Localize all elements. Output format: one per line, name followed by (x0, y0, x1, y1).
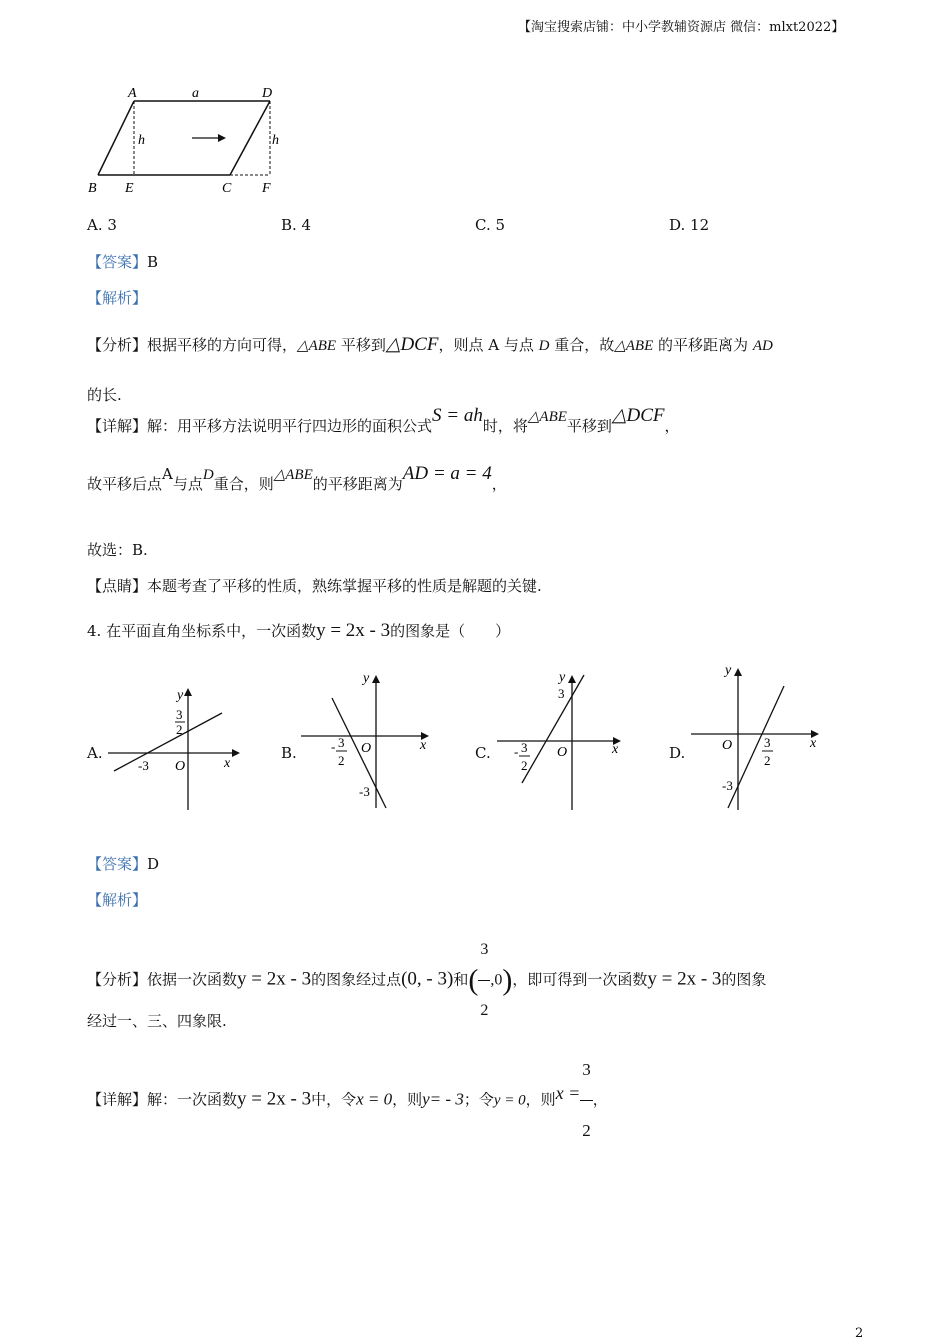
tick-x-num: 3 (521, 740, 528, 755)
label-D: D (262, 86, 273, 101)
label-E: E (125, 181, 134, 196)
xiangjie-tag: 【详解】 (87, 417, 148, 435)
math: AD = a = 4 (402, 463, 492, 484)
q3-guxuan: 故选：B. (87, 541, 148, 559)
parallelogram-figure (80, 80, 300, 200)
q3-xiangjie-line1 (87, 405, 680, 437)
graph-label-c: C. (475, 744, 491, 762)
header-text: 【淘宝搜索店铺：中小学教辅资源店 微信：mlxt2022】 (518, 20, 845, 35)
answer-tag: 【答案】 (87, 253, 148, 271)
option-a: A. 3 (87, 216, 117, 234)
option-b: B. 4 (281, 216, 312, 234)
paren-close: ) (502, 963, 513, 997)
math: y = 0 (493, 1092, 526, 1109)
graph-c (492, 665, 632, 813)
fraction (478, 920, 490, 1041)
origin-label: O (175, 759, 186, 774)
graph-d (686, 658, 836, 813)
paren-open: ( (468, 963, 479, 997)
label-B: B (88, 181, 97, 196)
text: ，则 (525, 1090, 556, 1109)
text: 的图象 (721, 970, 767, 989)
tick-x-sign: - (331, 739, 336, 754)
text: 根据平移的方向可得， (147, 336, 298, 354)
fraction (580, 1040, 593, 1161)
answer-tag: 【答案】 (87, 855, 148, 873)
option-d: D. 12 (669, 216, 710, 234)
label-C: C (222, 181, 232, 196)
xiangjie-tag: 【详解】 (87, 1090, 148, 1109)
text: 重合，则 (213, 475, 274, 493)
math: D (538, 338, 550, 354)
graph-b (296, 668, 446, 813)
label-a: a (192, 86, 199, 101)
numerator: 3 (580, 1040, 593, 1101)
tick-x-num: 3 (764, 735, 771, 750)
text: 的平移距离为 (312, 475, 403, 493)
label-F: F (262, 181, 271, 196)
denominator: 2 (582, 1121, 591, 1140)
text: 的图象是（ ） (390, 622, 511, 640)
text: 4. 在平面直角坐标系中，一次函数 (87, 622, 317, 640)
math: y = 2x - 3 (237, 968, 312, 990)
q4-fenxi-line2: 经过一、三、四象限. (87, 1012, 227, 1030)
math: ,0 (490, 971, 503, 989)
math: (0, - 3) (401, 968, 454, 990)
label-h-right: h (272, 133, 279, 148)
label-h-left: h (138, 133, 145, 148)
text: 时，将 (482, 417, 528, 435)
origin-label: O (722, 738, 733, 753)
tick-y: 3 (558, 686, 565, 701)
answer-value: D (147, 855, 160, 873)
text: ，则 (392, 1090, 423, 1109)
option-c: C. 5 (475, 216, 506, 234)
label-A: A (128, 86, 137, 101)
text: 故平移后点 (87, 475, 163, 493)
tick-x-den: 2 (764, 753, 771, 768)
text: ；令 (463, 1090, 494, 1109)
tick-x-den: 2 (521, 758, 528, 773)
q3-xiangjie-line2 (87, 463, 507, 495)
text: 和 (453, 970, 469, 989)
graph-a (100, 685, 250, 815)
text: 中，令 (311, 1090, 357, 1109)
origin-label: O (557, 745, 568, 760)
math: S = ah (432, 405, 483, 426)
text: 平移到 (336, 336, 386, 354)
y-axis-label: y (559, 670, 566, 685)
x-axis-label: x (810, 736, 817, 751)
q4-stem (87, 620, 510, 642)
math: △ABE (297, 338, 337, 354)
math: y = 2x - 3 (316, 620, 391, 641)
math: △DCF (611, 405, 665, 426)
q3-fenxi-line1 (87, 333, 773, 356)
fenxi-tag: 【分析】 (87, 970, 148, 989)
math: △ABE (527, 409, 567, 425)
q4-xiangjie-line (87, 1040, 608, 1161)
text: ，则点 A 与点 (438, 336, 539, 354)
text: ， (491, 475, 507, 493)
math: △ABE (273, 467, 313, 483)
math: △ABE (614, 338, 654, 354)
answer-value: B (147, 253, 159, 271)
origin-label: O (361, 741, 372, 756)
text: 重合，故 (549, 336, 615, 354)
tick-x-sign: - (514, 744, 519, 759)
math: y = 2x - 3 (647, 968, 722, 990)
numerator: 3 (478, 920, 490, 981)
x-axis-label: x (224, 756, 231, 771)
math: D (202, 467, 214, 483)
tick-y: -3 (359, 784, 370, 799)
tick-x: -3 (138, 758, 149, 773)
denominator: 2 (480, 1002, 489, 1019)
text: 的平移距离为 (653, 336, 753, 354)
tick-y-num: 3 (176, 707, 183, 722)
text: 依据一次函数 (147, 970, 238, 989)
graph-label-b: B. (281, 744, 297, 762)
math: y = 2x - 3 (237, 1088, 312, 1110)
q3-answer-line (87, 251, 158, 272)
math: x = 0 (356, 1089, 393, 1109)
math: AD (752, 338, 773, 354)
dianjing-tag: 【点睛】 (87, 577, 148, 595)
jiexi-tag: 【解析】 (87, 289, 148, 307)
tick-x-num: 3 (338, 735, 345, 750)
math: △DCF (385, 334, 439, 355)
q3-dianjing (87, 575, 542, 596)
text: 解：用平移方法说明平行四边形的面积公式 (147, 417, 433, 435)
y-axis-label: y (725, 663, 732, 678)
tick-y-den: 2 (176, 722, 183, 737)
q3-fenxi-line2: 的长. (87, 386, 122, 404)
graph-label-d: D. (669, 744, 686, 762)
fenxi-tag: 【分析】 (87, 336, 148, 354)
text: 本题考查了平移的性质，熟练掌握平移的性质是解题的关键. (147, 577, 542, 595)
text: ， (664, 417, 680, 435)
text: ， (592, 1090, 608, 1109)
math: A (162, 465, 173, 483)
tick-y: -3 (722, 778, 733, 793)
y-axis-label: y (363, 671, 370, 686)
x-axis-label: x (612, 742, 619, 757)
math: x = (555, 1082, 581, 1103)
x-axis-label: x (420, 738, 427, 753)
text: ，即可得到一次函数 (512, 970, 648, 989)
jiexi-tag: 【解析】 (87, 891, 148, 909)
math: y= - 3 (422, 1089, 464, 1109)
text: 的图象经过点 (311, 970, 402, 989)
text: 平移到 (566, 417, 612, 435)
y-axis-label: y (177, 688, 184, 703)
text: 与点 (172, 475, 203, 493)
graph-label-a: A. (87, 744, 103, 762)
page-number: 2 (855, 1326, 864, 1341)
tick-x-den: 2 (338, 753, 345, 768)
text: 解：一次函数 (147, 1090, 238, 1109)
q4-answer-line (87, 853, 159, 874)
